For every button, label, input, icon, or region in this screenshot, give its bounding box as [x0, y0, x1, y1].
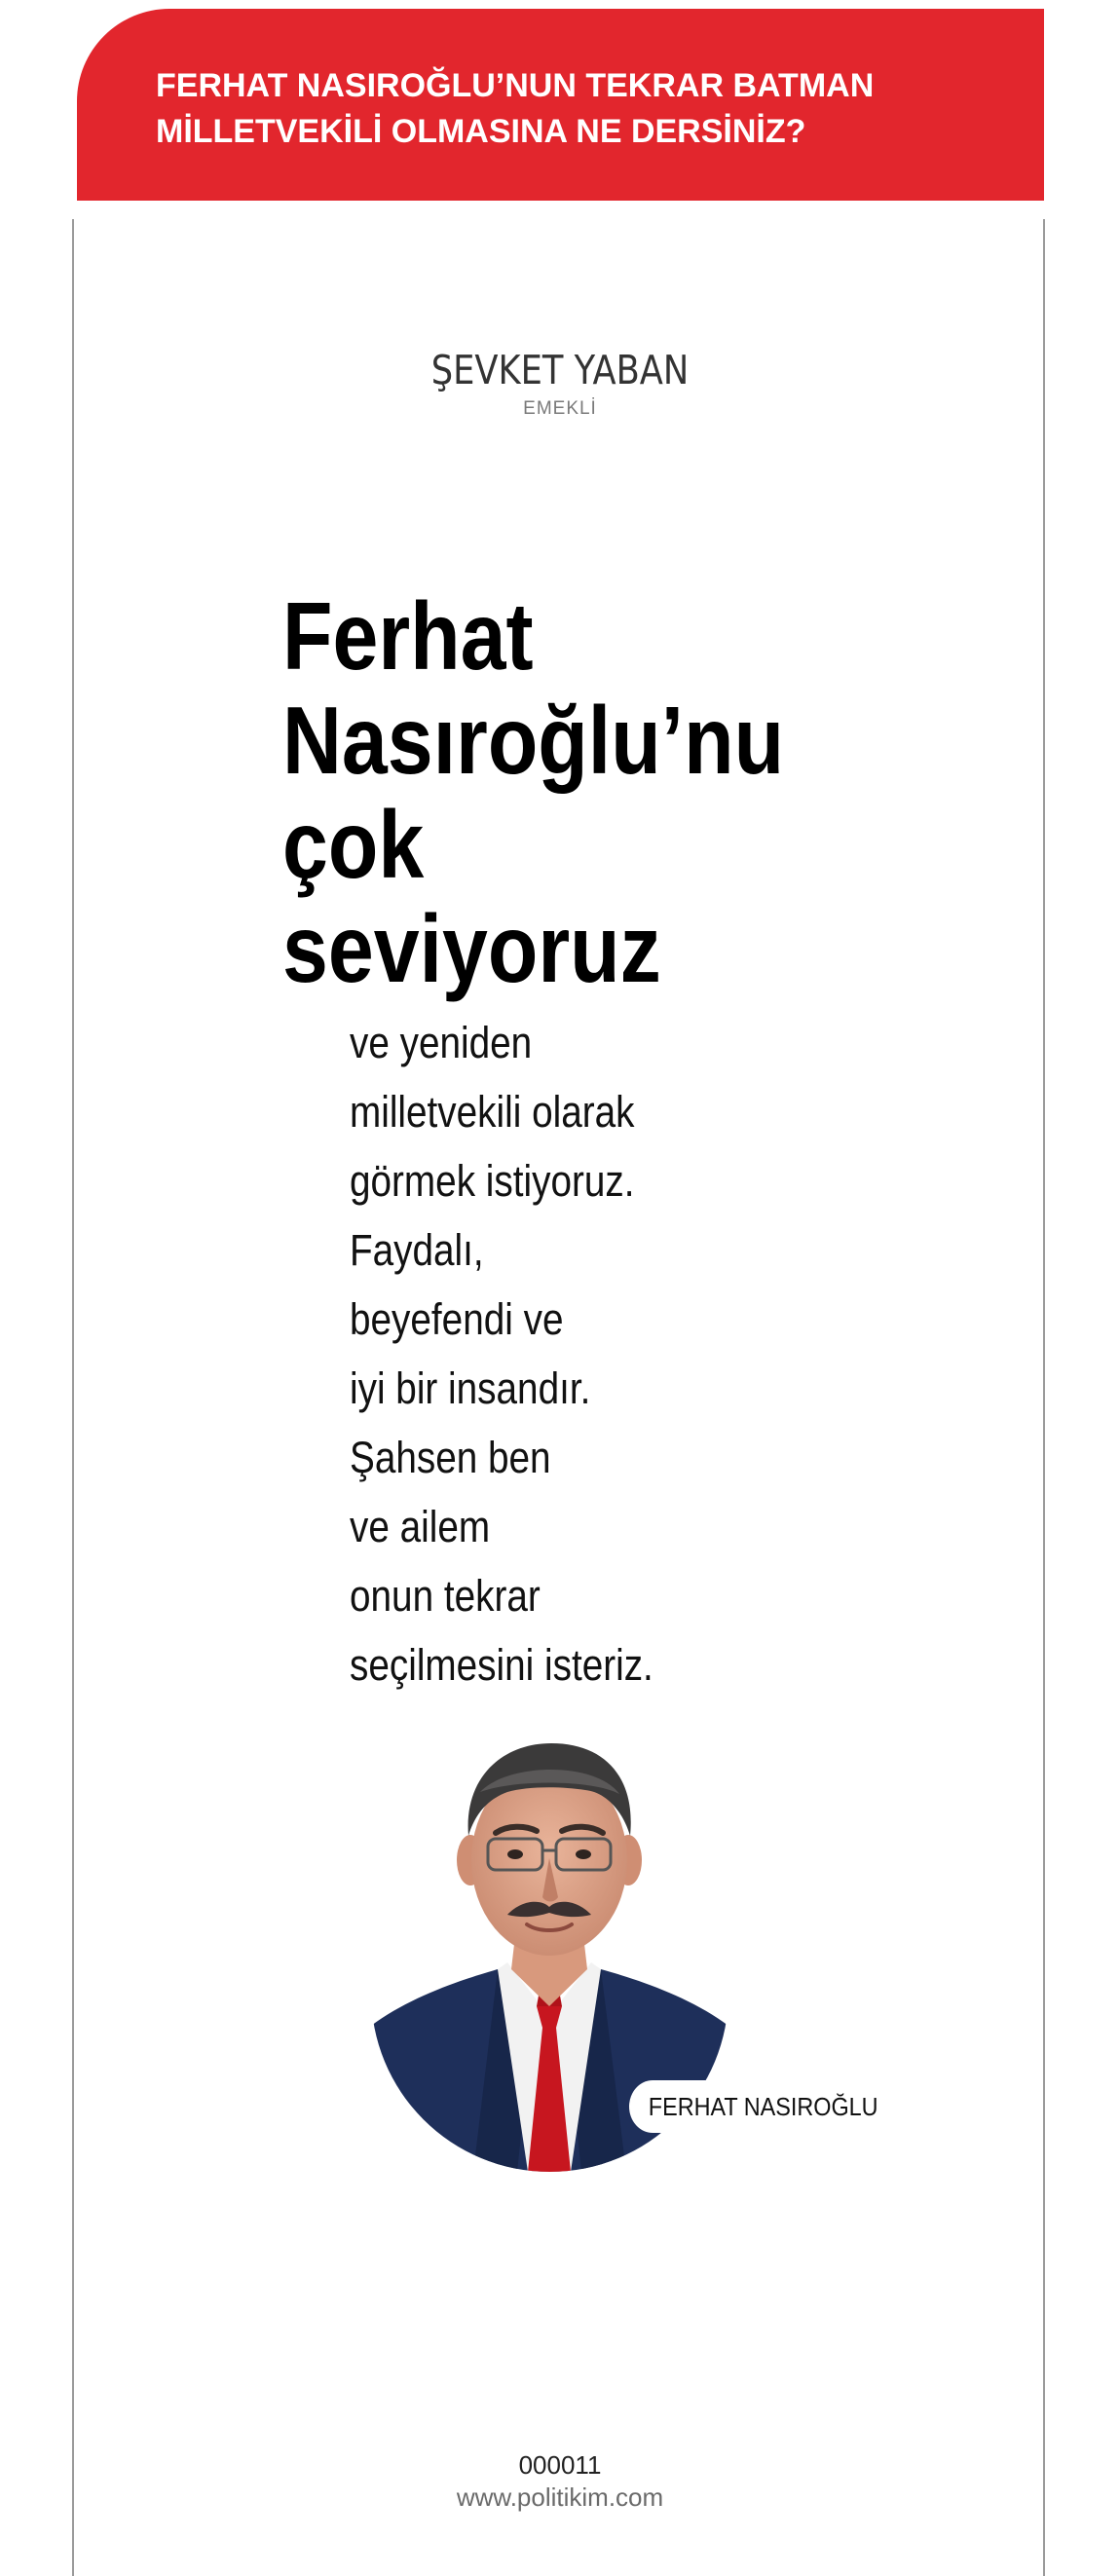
author-block: [0, 346, 1120, 420]
footer-code: 000011: [518, 2450, 602, 2480]
footer-url[interactable]: www.politikim.com: [456, 2483, 664, 2512]
body-line: Faydalı,: [350, 1225, 484, 1275]
header-banner: [77, 9, 1044, 201]
quote-body: [350, 1008, 785, 1699]
author-name: ŞEVKET YABAN: [430, 347, 690, 393]
footer: [0, 2449, 1120, 2514]
body-line: seçilmesini isteriz.: [350, 1640, 653, 1690]
headline: [282, 584, 785, 1001]
headline-line: çok: [282, 791, 425, 898]
portrait-name-label: FERHAT NASIROĞLU: [629, 2080, 896, 2133]
body-line: milletvekili olarak: [350, 1087, 635, 1137]
header-title-line-1: FERHAT NASIROĞLU’NUN TEKRAR BATMAN: [156, 67, 875, 104]
body-line: onun tekrar: [350, 1571, 541, 1621]
body-line: ve yeniden: [350, 1018, 533, 1067]
body-line: Şahsen ben: [350, 1433, 551, 1482]
body-line: iyi bir insandır.: [350, 1363, 591, 1413]
body-line: beyefendi ve: [350, 1294, 564, 1344]
header-title-line-2: MİLLETVEKİLİ OLMASINA NE DERSİNİZ?: [156, 113, 806, 150]
headline-line: Ferhat: [282, 582, 534, 690]
author-role: EMEKLİ: [523, 398, 597, 419]
body-line: görmek istiyoruz.: [350, 1156, 635, 1206]
body-line: ve ailem: [350, 1502, 491, 1551]
headline-line: Nasıroğlu’nu: [282, 687, 785, 794]
header-title: [156, 63, 993, 155]
headline-line: seviyoruz: [282, 895, 661, 1002]
